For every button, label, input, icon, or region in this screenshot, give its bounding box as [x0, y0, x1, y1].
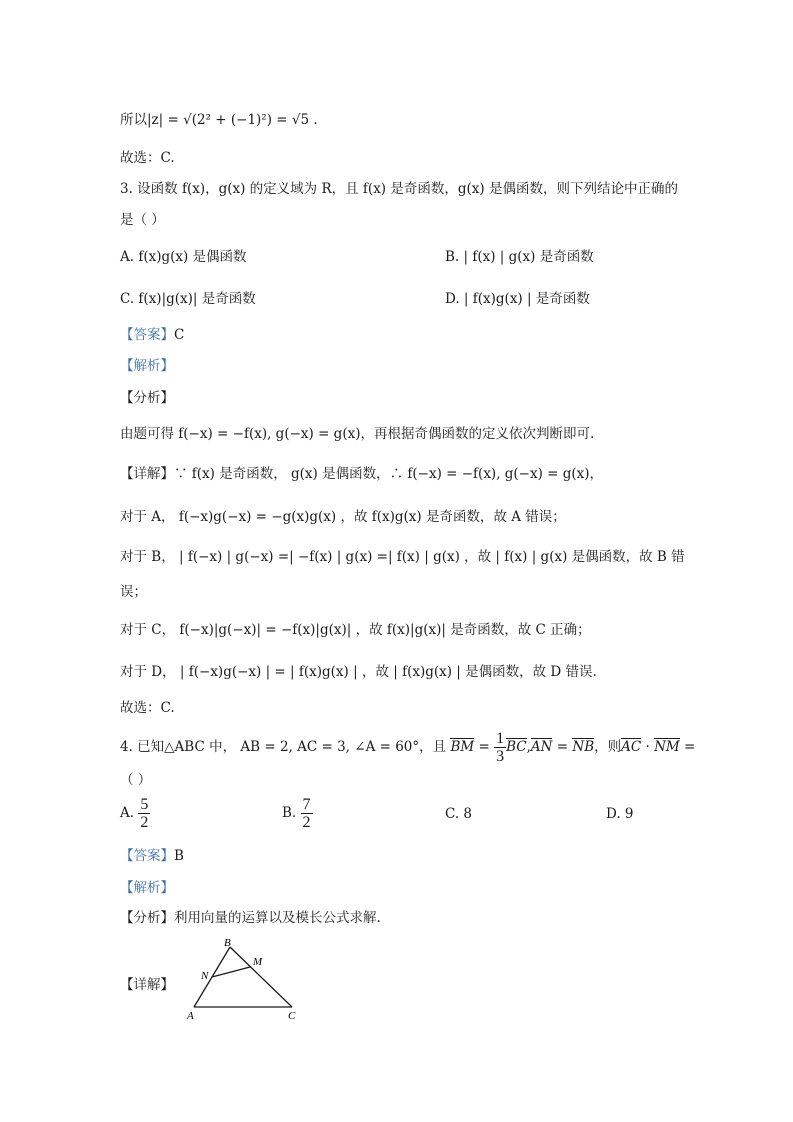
question-4-paren: （ ） — [120, 772, 152, 788]
vector-bc: BC — [506, 739, 527, 755]
frac-den: 2 — [140, 814, 149, 831]
option-label: A. — [120, 805, 135, 821]
text-line: 所以|z| = √(2² + (−1)²) = √5 . — [120, 112, 318, 128]
q4-comma: , — [526, 739, 531, 755]
option-c: C. f(x)|g(x)| 是奇函数 — [120, 291, 256, 307]
q4-answer-line — [120, 844, 184, 864]
answer-line — [120, 323, 184, 343]
fraction-one-third — [494, 730, 506, 765]
option-fraction — [138, 796, 150, 831]
question-3-stem-cont: 是（ ） — [120, 212, 165, 228]
frac-num: 1 — [496, 730, 505, 747]
option-d: D. | f(x)g(x) | 是奇函数 — [445, 291, 590, 307]
answer-value: C — [174, 327, 185, 343]
xiangjie-line — [120, 462, 603, 482]
label-n: N — [201, 970, 209, 982]
answer-tag: 【答案】 — [120, 848, 174, 864]
vector-ac: AC — [621, 739, 642, 755]
q4-jiexi-tag: 【解析】 — [120, 880, 174, 896]
fenxi-text: 利用向量的运算以及模长公式求解. — [174, 910, 381, 926]
option-label: B. — [282, 805, 297, 821]
option-b: B. | f(x) | g(x) 是奇函数 — [445, 249, 594, 265]
triangle-figure — [182, 935, 312, 1027]
xiangjie-text: ∵ f(x) 是奇函数， g(x) 是偶函数，∴ f(−x) = −f(x), g(−x) = g(x)， — [174, 466, 604, 482]
conclusion: 故选：C. — [120, 700, 175, 716]
answer-value: B — [174, 848, 184, 864]
question-3-stem: 3. 设函数 f(x)，g(x) 的定义域为 R，且 f(x) 是奇函数，g(x) 是偶函数，则下列结论中正确的 — [120, 181, 678, 197]
detail-a: 对于 A， f(−x)g(−x) = −g(x)g(x) ，故 f(x)g(x) 是奇函数，故 A 错误； — [120, 509, 566, 525]
label-c: C — [288, 1010, 296, 1022]
detail-b: 对于 B， | f(−x) | g(−x) =| −f(x) | g(x) =| f(x) | g(x) ，故 | f(x) | g(x) 是偶函数，故 B 错 — [120, 549, 685, 565]
text-line: 故选：C. — [120, 150, 175, 166]
detail-b-cont: 误； — [120, 584, 147, 600]
label-m: M — [253, 956, 263, 968]
vector-bm: BM — [450, 739, 475, 755]
q4-eq: = — [474, 739, 495, 755]
q4-fenxi-line — [120, 906, 381, 926]
vector-an: AN — [530, 739, 553, 755]
question-4-stem — [120, 730, 695, 765]
q4-option-a — [120, 796, 150, 831]
answer-tag: 【答案】 — [120, 327, 174, 343]
q4-dot: · — [641, 739, 655, 755]
xiangjie-tag: 【详解】 — [120, 466, 174, 482]
label-a: A — [187, 1010, 194, 1022]
q4-then: ，则 — [594, 739, 622, 755]
q4-xiangjie-tag: 【详解】 — [120, 977, 174, 993]
q4-option-b — [282, 796, 313, 831]
label-b: B — [224, 937, 231, 949]
detail-d: 对于 D， | f(−x)g(−x) | = | f(x)g(x) | ，故 | f(x)g(x) | 是偶函数，故 D 错误. — [120, 664, 597, 680]
vector-nm: NM — [654, 739, 680, 755]
detail-c: 对于 C， f(−x)|g(−x)| = −f(x)|g(x)| ，故 f(x)|g(x)| 是奇函数，故 C 正确； — [120, 622, 591, 638]
fenxi-tag: 【分析】 — [120, 910, 174, 926]
q4-option-c: C. 8 — [445, 806, 473, 822]
q4-option-d: D. 9 — [606, 806, 634, 822]
option-fraction — [301, 796, 313, 831]
q4-eq2: = — [552, 739, 573, 755]
jiexi-tag: 【解析】 — [120, 358, 174, 374]
frac-num: 7 — [302, 796, 311, 813]
q4-stem-pre: 4. 已知△ABC 中， AB = 2, AC = 3, ∠A = 60°，且 — [120, 739, 447, 755]
q4-eq3: = — [679, 739, 696, 755]
frac-den: 2 — [302, 814, 311, 831]
vector-nb: NB — [572, 739, 595, 755]
fenxi-text: 由题可得 f(−x) = −f(x), g(−x) = g(x)，再根据奇偶函数的定义依次判断即可. — [120, 426, 595, 442]
frac-num: 5 — [140, 796, 149, 813]
option-a: A. f(x)g(x) 是偶函数 — [120, 249, 247, 265]
frac-den: 3 — [496, 748, 505, 765]
fenxi-tag: 【分析】 — [120, 390, 174, 406]
